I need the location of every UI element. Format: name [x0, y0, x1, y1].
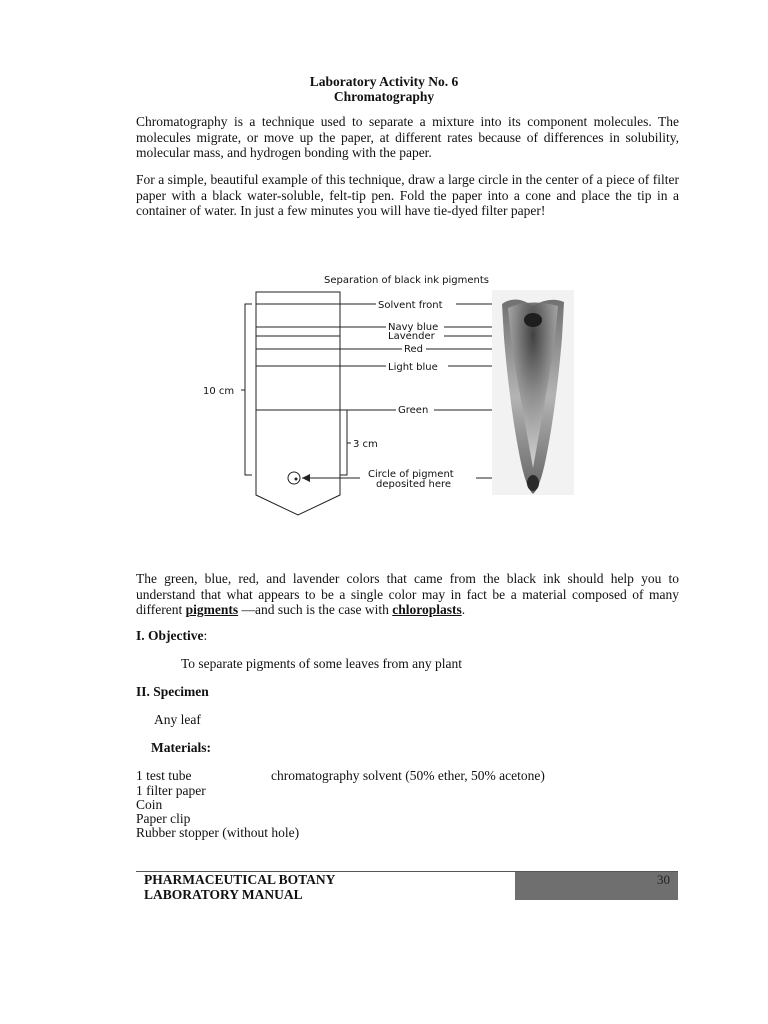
- figure-title: Separation of black ink pigments: [324, 275, 490, 286]
- keyword-chloroplasts: chloroplasts: [392, 602, 462, 617]
- paper-strip: [256, 292, 340, 515]
- pigment-circle: [288, 472, 300, 484]
- materials-item-2: 1 filter paper: [136, 783, 206, 798]
- materials-item-3: Coin: [136, 797, 163, 812]
- materials-solvent: chromatography solvent (50% ether, 50% acetone): [271, 768, 545, 783]
- label-solvent-front: Solvent front: [378, 300, 443, 311]
- keyword-pigments: pigments: [185, 602, 239, 617]
- intro-paragraph-1: Chromatography is a technique used to separate a mixture into its component molecules. The molecules migrate, or move up the paper, at different rates because of differences in solubility, molecular mass, and hydrogen bonding with the paper.: [136, 114, 679, 160]
- paragraph-pigments-part2: —and such is the case with: [238, 602, 393, 617]
- intro-paragraph-2: For a simple, beautiful example of this technique, draw a large circle in the center of a piece of filter paper with a black water-soluble, felt-tip pen. Fold the paper into a cone and place the tip in a container of water. In just a few minutes you will have tie-dyed filter paper!: [136, 172, 679, 218]
- objective-colon: :: [203, 628, 208, 643]
- label-red: Red: [404, 344, 423, 355]
- label-circle-2: deposited here: [376, 479, 452, 490]
- specimen-heading: II. Specimen: [136, 684, 209, 699]
- bracket-10cm: [245, 304, 252, 475]
- bracket-3cm: [340, 410, 347, 475]
- activity-subtitle: Chromatography: [333, 89, 435, 104]
- materials-item-5: Rubber stopper (without hole): [136, 825, 300, 840]
- footer-line-2: LABORATORY MANUAL: [144, 887, 303, 902]
- objective-heading: I. Objective: [136, 628, 204, 643]
- label-3cm: 3 cm: [353, 439, 378, 450]
- paragraph-pigments-end: .: [461, 602, 466, 617]
- objective-text: To separate pigments of some leaves from any plant: [181, 656, 462, 671]
- activity-title: Laboratory Activity No. 6: [309, 74, 459, 89]
- paragraph-pigments-part1: The green, blue, red, and lavender colors that came from the black ink should help you to understand that what appears to be a single color may in fact be a material composed of many different: [136, 571, 679, 617]
- label-navy-blue: Navy blue: [388, 322, 439, 333]
- label-light-blue: Light blue: [388, 362, 438, 373]
- page-number: 30: [657, 872, 670, 887]
- footer-title: [144, 872, 335, 902]
- objective-heading-line: [136, 628, 207, 644]
- label-lavender: Lavender: [388, 331, 435, 342]
- label-circle-1: Circle of pigment: [368, 469, 454, 480]
- specimen-text: Any leaf: [154, 712, 201, 727]
- materials-item-1: 1 test tube: [136, 768, 192, 783]
- label-10cm: 10 cm: [203, 386, 235, 397]
- materials-item-4: Paper clip: [136, 811, 191, 826]
- materials-heading: Materials:: [151, 740, 211, 755]
- paragraph-pigments: [136, 571, 679, 618]
- chromatography-figure: [190, 268, 590, 523]
- footer-line-1: PHARMACEUTICAL BOTANY: [144, 872, 336, 887]
- label-green: Green: [398, 405, 429, 416]
